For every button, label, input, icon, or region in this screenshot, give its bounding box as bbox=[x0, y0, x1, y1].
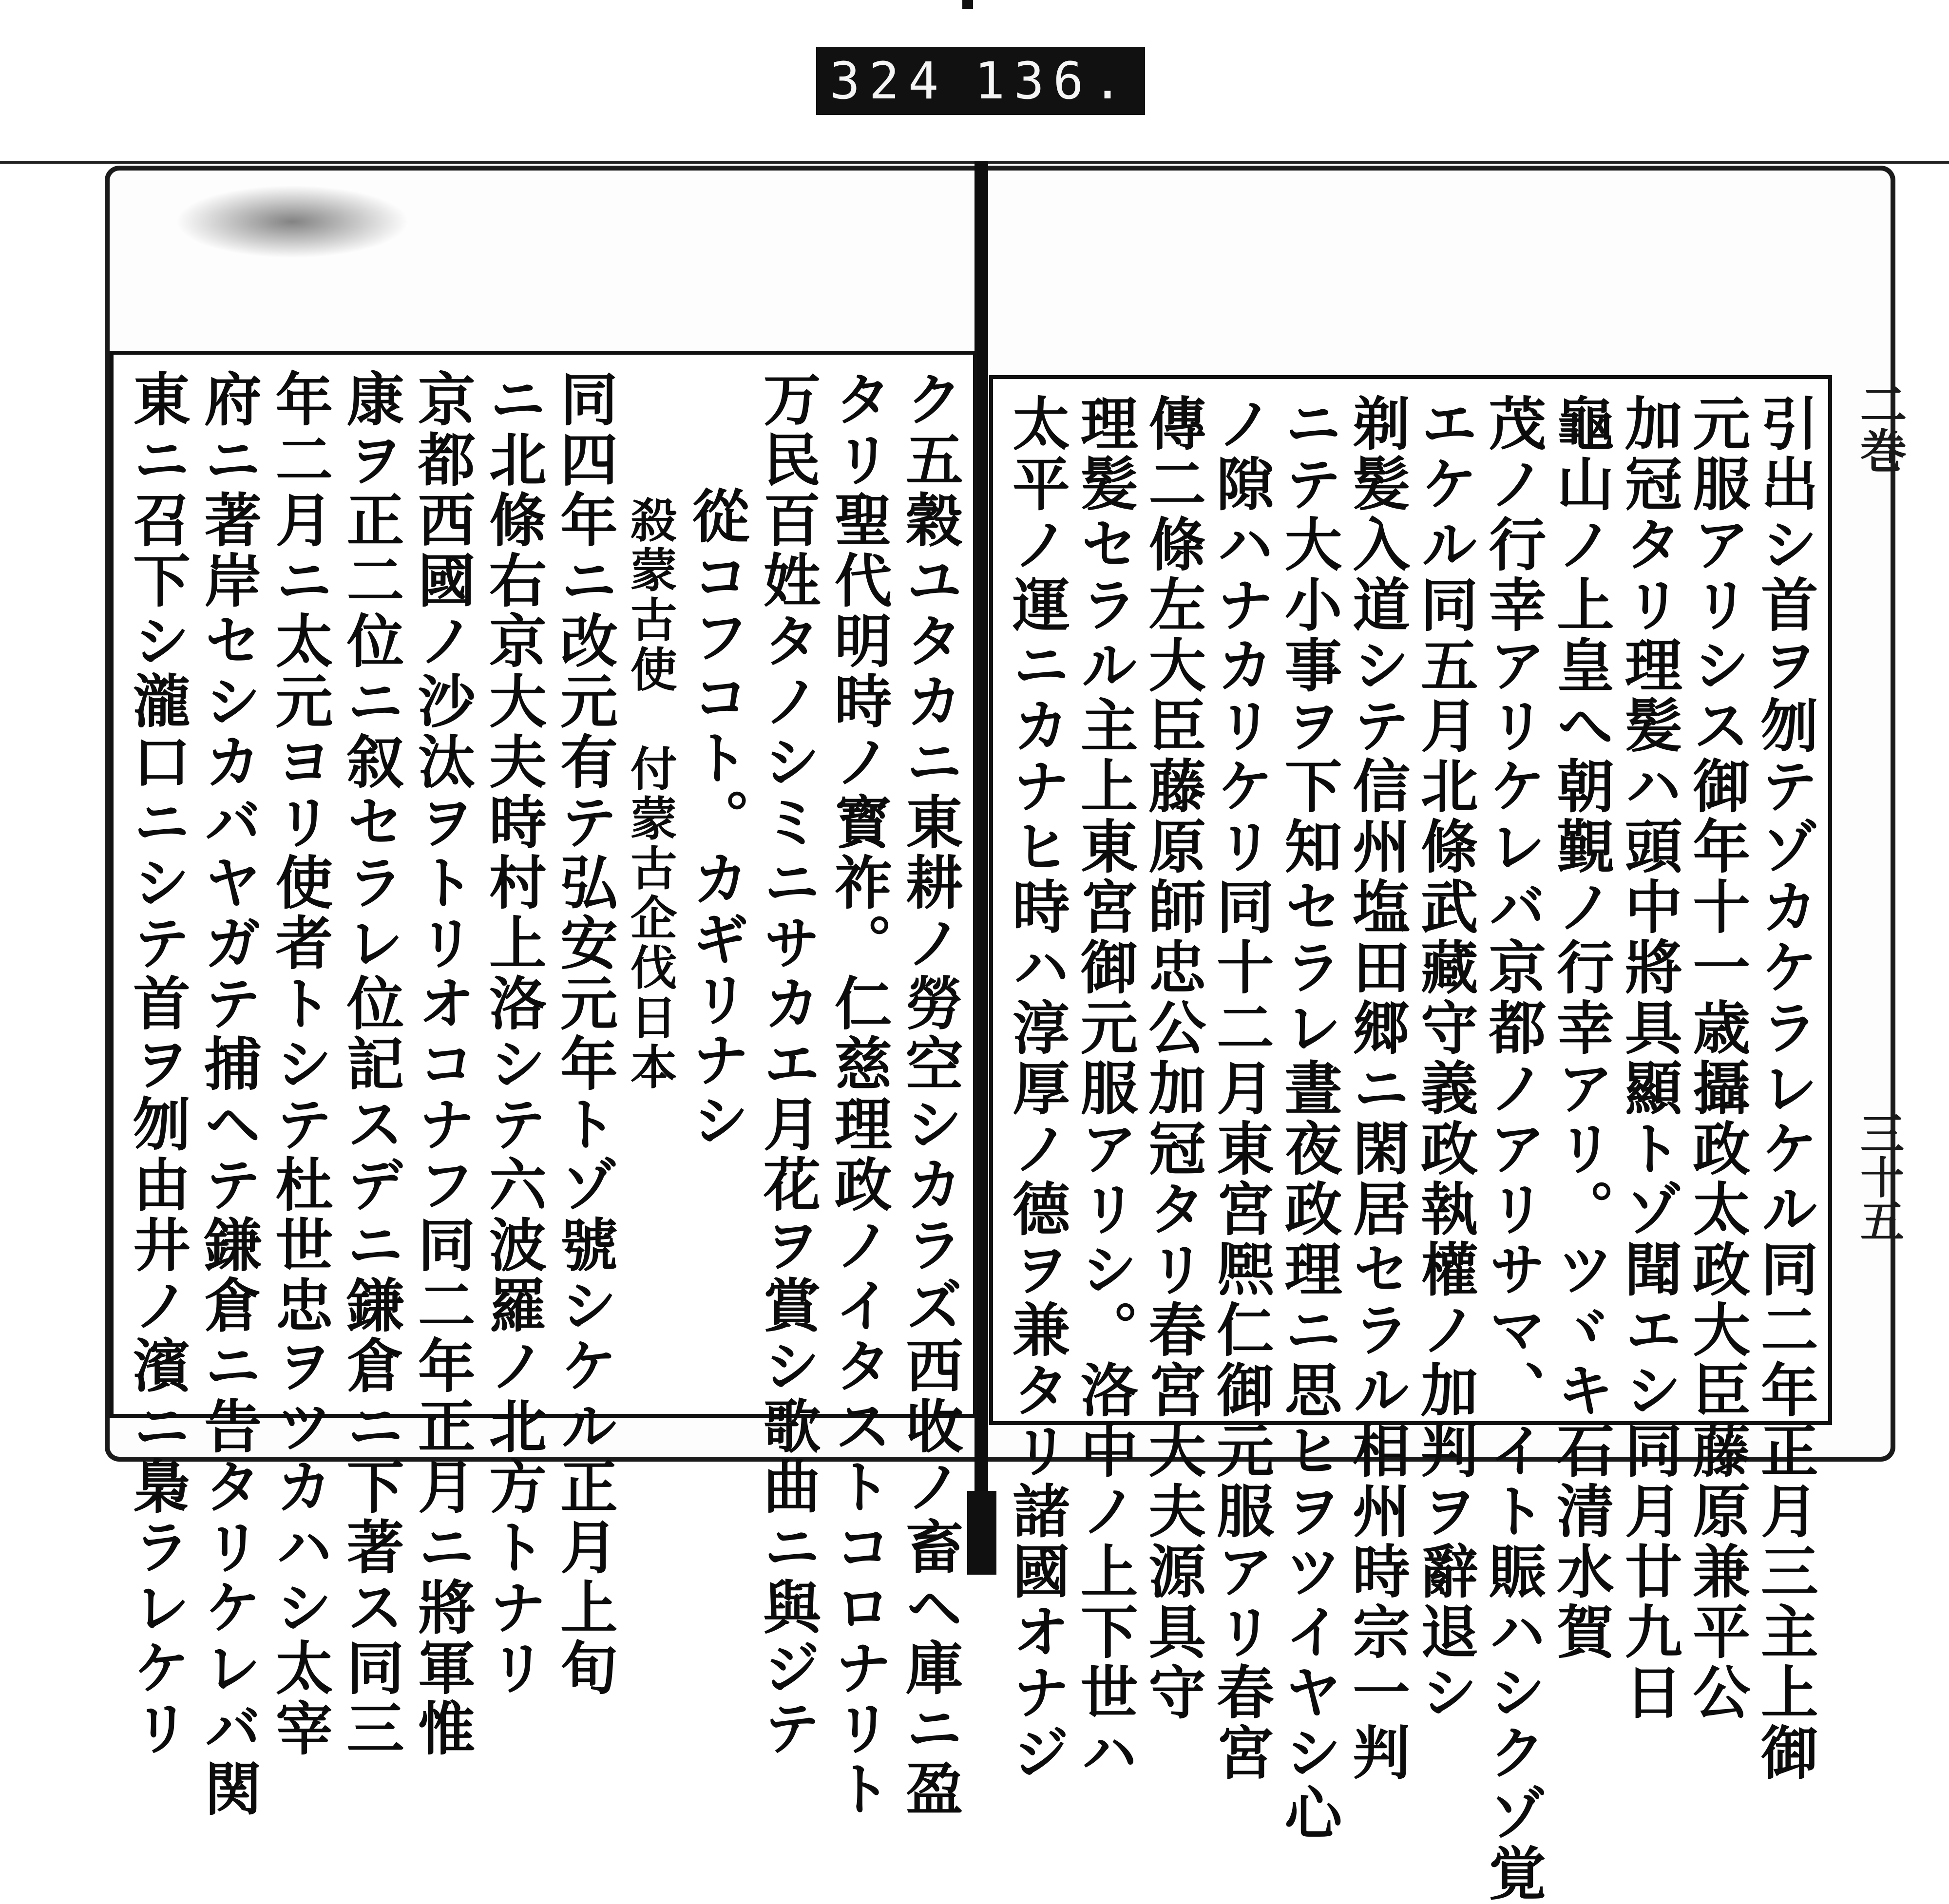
page-number-slug: 三十五 bbox=[1853, 1111, 1904, 1242]
text-column: 茂ノ行幸アリケレバ京都ノアリサマ、イト賑ハシクゾ覚 bbox=[1479, 394, 1547, 1904]
frame-number-right: 136. bbox=[974, 51, 1132, 111]
text-column: 万民百姓タノシミニサカエ月花ヲ賞シ歌曲ニ與ジテ bbox=[753, 369, 822, 1759]
text-column: 京都西國ノ沙汰ヲトリオコナフ同二年正月ニ將軍惟 bbox=[408, 369, 476, 1759]
text-column: 引出シ首ヲ刎テゾカケラレケル同二年正月三主上御 bbox=[1751, 394, 1819, 1783]
text-column: ノ隙ハナカリケリ同十二月東宮熈仁御元服アリ春宮 bbox=[1206, 394, 1275, 1783]
right-text-block bbox=[989, 375, 1832, 1904]
text-column: 龜山ノ上皇へ朝覲ノ行幸アリ。ツヾキ石清水賀 bbox=[1547, 394, 1615, 1662]
text-column: 東ニ召下シ瀧口ニシテ首ヲ刎由井ノ濱ニ梟ラレケリ bbox=[123, 369, 191, 1759]
text-column: 加冠タリ理髪ハ頭中將具顯トゾ聞エシ同月廿九日 bbox=[1615, 394, 1683, 1723]
text-column: 傳二條左大臣藤原師忠公加冠タリ春宮大夫源具守 bbox=[1139, 394, 1207, 1723]
frame-number-left: 324 bbox=[829, 51, 948, 111]
text-column: 府ニ著岸セシカバヤガテ捕ヘテ鎌倉ニ告タリケレバ関 bbox=[194, 369, 263, 1819]
text-column: 康ヲ正二位ニ叙セラレ位記スデニ鎌倉ニ下著ス同三 bbox=[337, 369, 405, 1759]
text-column: 同四年ニ改元有テ弘安元年トゾ號シケル正月上旬 bbox=[551, 369, 619, 1698]
right-columns bbox=[1003, 394, 1819, 1904]
book-gutter-foot bbox=[967, 1491, 996, 1575]
text-column: ニ北條右京大夫時村上洛シテ六波羅ノ北方トナリ bbox=[479, 369, 547, 1698]
film-frame-label bbox=[816, 47, 1145, 115]
text-column: ニテ大小事ヲ下知セラレ晝夜政理ニ思ヒヲツイヤシ心 bbox=[1275, 394, 1343, 1844]
text-column: 理髪セラル主上東宮御元服アリシ。洛中ノ上下世ハ bbox=[1070, 394, 1139, 1783]
film-edge-mark bbox=[962, 0, 973, 9]
ink-smudge bbox=[175, 185, 409, 258]
text-column: 元服アリシス御年十一歳攝政太政大臣藤原兼平公 bbox=[1683, 394, 1751, 1723]
text-column: 年二月ニ太元ヨリ使者トシテ杜世忠ヲツカハシ太宰 bbox=[266, 369, 334, 1759]
text-column: タリ聖代明時ノ寳祚。仁慈理政ノイタストコロナリト bbox=[824, 369, 893, 1819]
left-text-block bbox=[110, 351, 977, 1819]
section-heading: 殺蒙古使 付蒙古企伐日本 bbox=[623, 496, 678, 1092]
left-columns bbox=[123, 369, 964, 1819]
text-column: ク五穀ユタカニ東耕ノ勞空シカラズ西收ノ畜ヘ庫ニ盈 bbox=[896, 369, 964, 1819]
text-column: 太平ノ運ニカナヒ時ハ淳厚ノ德ヲ兼タリ諸國オナジ bbox=[1003, 394, 1070, 1783]
text-column: 從コフコト。カギリナシ bbox=[682, 486, 750, 1151]
text-column: エケル同五月北條武藏守義政執權ノ加判ヲ辭退シ bbox=[1411, 394, 1479, 1723]
text-column: 剃髪入道シテ信州塩田郷ニ閑居セラル相州時宗一判 bbox=[1343, 394, 1411, 1783]
page-chapter-slug: 二巻 bbox=[1853, 380, 1908, 474]
